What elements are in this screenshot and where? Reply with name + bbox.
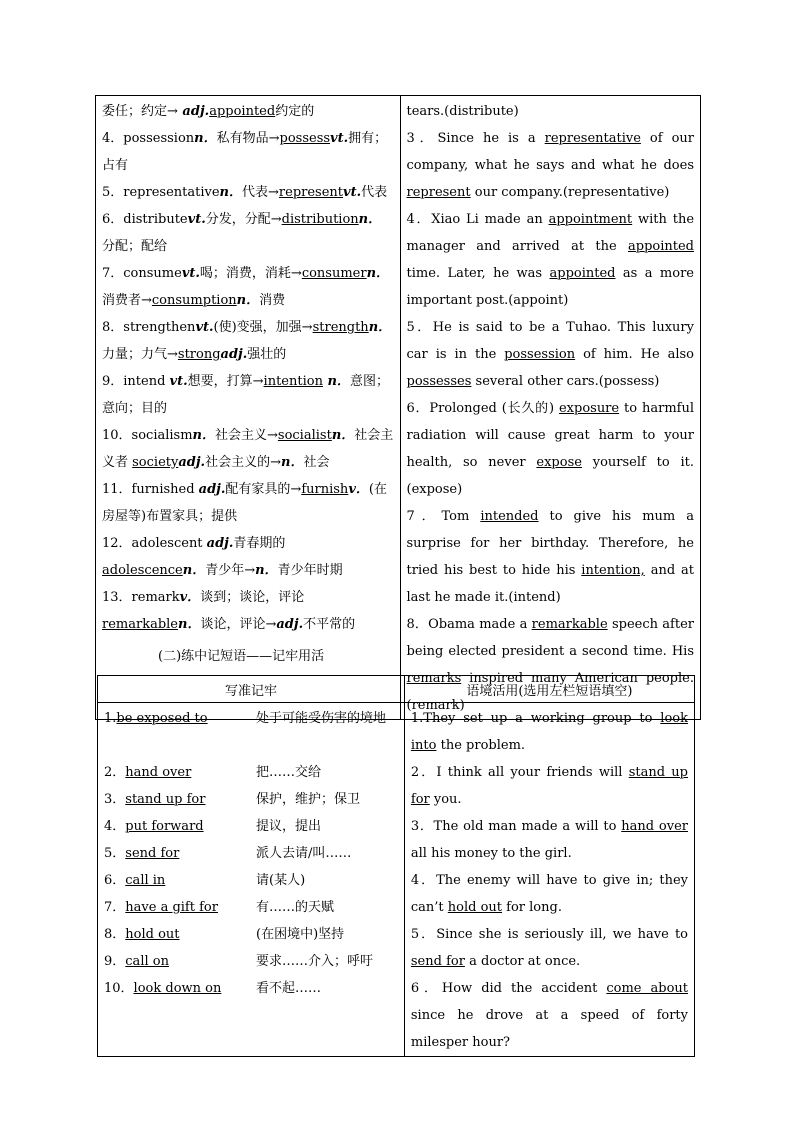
phrase-meaning: 把……交给 <box>256 765 322 780</box>
phrase-item <box>104 921 398 948</box>
entry-text: 社会主义的→ <box>205 455 281 470</box>
sentence-text: to give his mum a surprise for her birthday. Therefore, he tried his best to hide his <box>406 509 694 578</box>
practice-sentence <box>407 503 695 611</box>
part-of-speech: n． <box>194 131 217 146</box>
vocab-left-column <box>96 96 401 720</box>
phrase-number: 6． <box>104 873 126 888</box>
phrase-number: 7． <box>104 900 126 915</box>
entry-text: 4．possession <box>102 131 195 146</box>
phrase-item <box>104 705 398 759</box>
answer-word: possesses <box>406 374 472 389</box>
sentence-text: all his money to the girl. <box>410 846 572 861</box>
entry-text: 9．intend <box>102 374 170 389</box>
phrase-answer: send for <box>125 846 180 861</box>
sentence-text: and at last he made it.(intend) <box>406 563 694 605</box>
practice-sentence <box>407 206 695 314</box>
sentence-text: as a more important post.(appoint) <box>406 266 694 308</box>
context-sentence <box>411 705 688 759</box>
answer-word: intended <box>480 509 539 524</box>
phrase-answer: call on <box>125 954 169 969</box>
entry-text: 分发，分配→ <box>205 212 282 227</box>
answer-word: send for <box>410 954 465 969</box>
phrase-number: 4． <box>104 819 126 834</box>
answer-word: expose <box>536 455 582 470</box>
entry-text: 私有物品→ <box>216 131 280 146</box>
phrase-answer: stand up for <box>125 792 206 807</box>
part-of-speech: n． <box>236 293 260 308</box>
answer-word: stand up for <box>410 765 689 807</box>
entry-text: 消费 <box>259 293 286 308</box>
sentence-text: 4．Xiao Li made an <box>406 212 549 227</box>
context-sentence <box>411 867 688 921</box>
vocab-entry <box>102 584 394 638</box>
part-of-speech: vt. <box>343 185 362 200</box>
part-of-speech: adj. <box>220 347 248 362</box>
part-of-speech: vt. <box>330 131 349 146</box>
entry-text: (使)变强，加强→ <box>213 320 313 335</box>
entry-text: 社会主义者 <box>102 428 394 470</box>
phrase-en <box>104 705 256 759</box>
vocabulary-table <box>95 95 701 720</box>
phrase-meaning: 要求……介入；呼吁 <box>256 954 374 969</box>
phrase-number: 1. <box>104 711 117 726</box>
answer-word: socialist <box>277 428 332 443</box>
answer-word: exposure <box>558 401 620 416</box>
entry-text: 喝；消费，消耗→ <box>199 266 302 281</box>
answer-word: appointed <box>209 104 276 119</box>
sentence-text: of him. He also <box>575 347 694 362</box>
phrase-sentences <box>404 703 694 1057</box>
sentence-text: 3．The old man made a will to <box>410 819 622 834</box>
phrase-item <box>104 948 398 975</box>
phrase-meaning: 有……的天赋 <box>256 900 335 915</box>
part-of-speech: adj. <box>276 617 304 632</box>
part-of-speech: vt. <box>169 374 188 389</box>
phrase-en <box>104 975 256 1002</box>
entry-text: 力量；力气→ <box>102 347 178 362</box>
answer-word: distribution <box>281 212 359 227</box>
vocab-entry <box>102 206 394 260</box>
entry-text: 8．strengthen <box>102 320 196 335</box>
sentence-text: 6．How did the accident <box>410 981 607 996</box>
sentence-text: you. <box>429 792 462 807</box>
phrase-number: 9． <box>104 954 126 969</box>
phrase-answer: call in <box>125 873 166 888</box>
sentence-text: with the manager and arrived at the <box>406 212 695 254</box>
entry-text: 12．adolescent <box>102 536 207 551</box>
phrase-en <box>104 894 256 921</box>
phrase-answer: have a gift for <box>125 900 218 915</box>
entry-text: 意图；意向；目的 <box>102 374 389 416</box>
sentence-text: 5．Since she is seriously ill, we have to <box>410 927 688 942</box>
part-of-speech: v． <box>348 482 369 497</box>
sentence-text: several other cars.(possess) <box>471 374 660 389</box>
phrase-header-right: 语境活用(选用左栏短语填空) <box>404 676 694 703</box>
sentence-text: speech after being elected president a second time. His <box>406 617 694 659</box>
phrase-number: 2． <box>104 765 126 780</box>
entry-text: 谈到；谈论，评论 <box>200 590 305 605</box>
entry-text: 约定的 <box>275 104 315 119</box>
answer-word: possession <box>504 347 576 362</box>
vocab-entry <box>102 98 394 125</box>
answer-word: represent <box>406 185 471 200</box>
entry-text: 青春期的 <box>233 536 299 551</box>
sentence-text: the problem. <box>436 738 526 753</box>
answer-word: strong <box>177 347 221 362</box>
phrase-number: 10． <box>104 981 134 996</box>
sentence-text: since he drove at a speed of forty milesper hour? <box>410 1008 688 1050</box>
vocab-entry <box>102 179 394 206</box>
sentence-text: 3．Since he is a <box>406 131 545 146</box>
practice-sentence <box>407 98 695 125</box>
answer-word: appointed <box>628 239 694 254</box>
part-of-speech: n． <box>368 320 392 335</box>
phrase-answer: put forward <box>125 819 204 834</box>
part-of-speech: vt. <box>195 320 214 335</box>
answer-word: remarks <box>406 671 462 686</box>
answer-word: possess <box>279 131 331 146</box>
sentence-text: 6．Prolonged (长久的) <box>406 401 559 416</box>
part-of-speech: adj. <box>178 455 206 470</box>
phrase-en <box>104 867 256 894</box>
answer-word: represent <box>278 185 344 200</box>
phrase-answer: hand over <box>125 765 192 780</box>
phrase-item <box>104 759 398 786</box>
phrase-meaning: (在困境中)坚持 <box>256 927 345 942</box>
sentence-text: 8．Obama made a <box>406 617 532 632</box>
phrase-item <box>104 813 398 840</box>
part-of-speech: n． <box>182 563 206 578</box>
entry-text: 代表 <box>361 185 388 200</box>
phrase-meaning: 处于可能受伤害的境地 <box>256 711 387 726</box>
phrase-table <box>97 675 695 1057</box>
entry-text: 不平常的 <box>303 617 356 632</box>
sentence-text: 5．He is said to be a Tuhao. This luxury car is in the <box>406 320 694 362</box>
entry-text: 强壮的 <box>247 347 287 362</box>
entry-text: 13．remark <box>102 590 180 605</box>
part-of-speech: n． <box>322 374 350 389</box>
sentence-text: for long. <box>502 900 562 915</box>
answer-word: appointed <box>549 266 616 281</box>
answer-word: hold out <box>447 900 503 915</box>
phrase-number: 8． <box>104 927 126 942</box>
vocab-entry <box>102 125 394 179</box>
entry-text: 6．distribute <box>102 212 188 227</box>
part-of-speech: vt. <box>181 266 200 281</box>
answer-word: consumption <box>151 293 237 308</box>
entry-text: 谈论，评论→ <box>200 617 277 632</box>
answer-word: adolescence <box>102 563 183 578</box>
phrase-header-left: 写准记牢 <box>98 676 405 703</box>
entry-text: 青少年时期 <box>277 563 343 578</box>
sentence-text: 2．I think all your friends will <box>410 765 629 780</box>
phrase-en <box>104 759 256 786</box>
entry-text: 社会 <box>303 455 330 470</box>
answer-word: hand over <box>621 819 688 834</box>
answer-word: consumer <box>301 266 367 281</box>
vocab-entry <box>102 260 394 314</box>
vocab-entry <box>102 314 394 368</box>
sentence-text: 1.They set up a working group to <box>410 711 661 726</box>
vocab-entry <box>102 422 394 476</box>
context-sentence <box>411 813 688 867</box>
answer-word: remarkable <box>531 617 608 632</box>
answer-word: look into <box>410 711 688 753</box>
phrase-list <box>98 703 405 1057</box>
entry-text: 10．socialism <box>102 428 193 443</box>
sentence-text: 4．The enemy will have to give in; they can’t <box>410 873 688 915</box>
phrase-en <box>104 786 256 813</box>
entry-text: 青少年→ <box>205 563 256 578</box>
phrase-item <box>104 975 398 1002</box>
sentence-text: time. Later, he was <box>406 266 550 281</box>
phrase-en <box>104 948 256 975</box>
answer-word: appointment <box>548 212 633 227</box>
entry-text: 社会主义→ <box>215 428 278 443</box>
answer-word: remarkable <box>102 617 179 632</box>
answer-word: intention, <box>581 563 645 578</box>
sentence-text: our company.(representative) <box>470 185 670 200</box>
section2-title: (二)练中记短语——记牢用活 <box>158 649 325 664</box>
sentence-text: inspired many American people.(remark) <box>406 671 694 713</box>
entry-text: 消费者→ <box>102 293 152 308</box>
part-of-speech: n． <box>255 563 278 578</box>
sentence-text: yourself to it.(expose) <box>406 455 694 497</box>
part-of-speech: n． <box>219 185 242 200</box>
sentence-text: to harmful radiation will cause great harm to your health, so never <box>406 401 694 470</box>
phrase-item <box>104 867 398 894</box>
phrase-number: 3． <box>104 792 126 807</box>
sentence-text: 7．Tom <box>406 509 481 524</box>
phrase-answer: hold out <box>125 927 180 942</box>
entry-text: 7．consume <box>102 266 182 281</box>
part-of-speech: n． <box>178 617 201 632</box>
vocab-entry <box>102 476 394 530</box>
phrase-item <box>104 840 398 867</box>
entry-text: 分配；配给 <box>102 239 168 254</box>
part-of-speech: n． <box>366 266 390 281</box>
vocab-entry <box>102 530 394 584</box>
sentence-text: a doctor at once. <box>464 954 581 969</box>
answer-word: society <box>132 455 179 470</box>
part-of-speech: n． <box>358 212 382 227</box>
context-sentence <box>411 975 688 1056</box>
entry-text: 想要，打算→ <box>187 374 264 389</box>
part-of-speech: n． <box>331 428 355 443</box>
part-of-speech: v． <box>179 590 201 605</box>
answer-word: furnish <box>301 482 349 497</box>
entry-text: 拥有；占有 <box>102 131 388 173</box>
entry-text: 11．furnished <box>102 482 199 497</box>
answer-word: representative <box>544 131 641 146</box>
phrase-en <box>104 921 256 948</box>
part-of-speech: adj. <box>177 104 210 119</box>
answer-word: come about <box>606 981 688 996</box>
practice-sentence <box>407 125 695 206</box>
phrase-answer: be exposed to <box>116 711 208 726</box>
part-of-speech: n． <box>281 455 304 470</box>
phrase-meaning: 派人去请/叫…… <box>256 846 352 861</box>
entry-text: (在房屋等)布置家具；提供 <box>102 482 387 524</box>
sentence-text: of our company, what he says and what he does <box>406 131 694 173</box>
phrase-number: 5． <box>104 846 126 861</box>
part-of-speech: n． <box>192 428 215 443</box>
practice-sentence <box>407 314 695 395</box>
part-of-speech: adj. <box>206 536 234 551</box>
phrase-meaning: 看不起…… <box>256 981 322 996</box>
part-of-speech: adj. <box>198 482 226 497</box>
context-sentence <box>411 921 688 975</box>
phrase-meaning: 请(某人) <box>256 873 306 888</box>
vocab-right-column <box>400 96 701 720</box>
phrase-meaning: 保护，维护；保卫 <box>256 792 361 807</box>
phrase-answer: look down on <box>133 981 222 996</box>
phrase-item <box>104 894 398 921</box>
phrase-en <box>104 840 256 867</box>
phrase-en <box>104 813 256 840</box>
practice-sentence <box>407 395 695 503</box>
answer-word: strength <box>312 320 369 335</box>
entry-text: 委任；约定→ <box>102 104 178 119</box>
entry-text: 代表→ <box>242 185 279 200</box>
entry-text: 配有家具的→ <box>225 482 302 497</box>
vocab-entry <box>102 368 394 422</box>
part-of-speech: vt. <box>187 212 206 227</box>
entry-text: 5．representative <box>102 185 220 200</box>
phrase-meaning: 提议，提出 <box>256 819 322 834</box>
context-sentence <box>411 759 688 813</box>
sentence-text: tears.(distribute) <box>406 104 519 119</box>
answer-word: intention <box>263 374 323 389</box>
phrase-item <box>104 786 398 813</box>
